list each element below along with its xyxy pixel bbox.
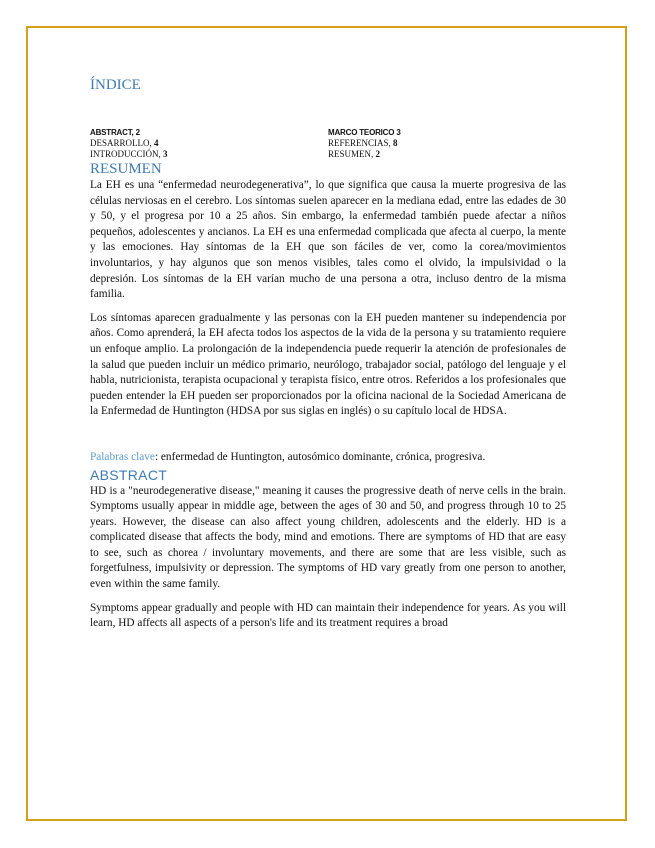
keywords-line xyxy=(90,450,566,466)
toc-entry-label: MARCO TEORICO xyxy=(328,128,395,137)
keywords-label: Palabras clave xyxy=(90,450,155,463)
toc-entry[interactable] xyxy=(328,127,566,138)
toc-entry[interactable] xyxy=(328,149,566,160)
toc-entry[interactable] xyxy=(90,127,328,138)
toc-right-column xyxy=(328,127,566,160)
resumen-paragraph-1: La EH es una “enfermedad neurodegenerativa”, lo que significa que causa la muerte progresiva de las células nerviosas en el cerebro. Los síntomas suelen aparecer en la mediana edad, entre las edades de 30 y 50, y el progresa por 10 a 25 años. Sin embargo, la enfermedad también puede afectar a niños pequeños, adolescentes y ancianos. La EH es una enfermedad complicada que afecta al cuerpo, la mente y las emociones. Hay síntomas de la EH que son fáciles de ver, como la corea/movimientos involuntarios, y hay algunos que son menos visibles, tales como el olvido, la impulsividad o la depresión. Los síntomas de la EH varían mucho de una persona a otra, incluso dentro de la misma familia. xyxy=(90,179,566,301)
keywords-text: : enfermedad de Huntington, autosómico dominante, crónica, progresiva. xyxy=(154,450,486,463)
toc-entry-page: 4 xyxy=(154,138,159,148)
toc-entry-page: 3 xyxy=(396,128,401,137)
toc-entry-label: RESUMEN, xyxy=(328,149,374,159)
toc-entry-label: DESARROLLO, xyxy=(90,138,152,148)
toc-entry-page: 3 xyxy=(163,149,168,159)
toc-title: ÍNDICE xyxy=(90,77,141,93)
resumen-title: RESUMEN xyxy=(90,161,162,177)
toc-entry[interactable] xyxy=(90,149,328,160)
toc-entry[interactable] xyxy=(90,138,328,149)
toc-entry-label: ABSTRACT, xyxy=(90,128,134,137)
toc-left-column xyxy=(90,127,328,160)
toc-entry-label: INTRODUCCIÓN, xyxy=(90,149,161,159)
abstract-title: ABSTRACT xyxy=(90,466,168,483)
toc-entry-page: 2 xyxy=(135,128,140,137)
toc-entry-page: 2 xyxy=(375,149,381,159)
abstract-paragraph-1: HD is a "neurodegenerative disease," meaning it causes the progressive death of nerve cells in the brain. Symptoms usually appear in middle age, between the ages of 30 and 50, and progress through 10 to 25 years. However, the disease can also affect young children, adolescents and the elderly. HD is a complicated disease that affects the body, mind and emotions. There are symptoms of HD that are easy to see, such as chorea / involuntary movements, and there are some that are less visible, such as forgetfulness, impulsivity or depression. The symptoms of HD vary greatly from one person to another, even within the same family. xyxy=(90,484,566,591)
resumen-paragraph-2: Los síntomas aparecen gradualmente y las personas con la EH pueden mantener su independencia por años. Como aprenderá, la EH afecta todos los aspectos de la vida de la persona y su tratamiento requiere un enfoque amplio. La prolongación de la independencia puede requerir la atención de profesionales de la salud que pueden incluir un médico primario, neurólogo, trabajador social, patólogo del lenguaje y el habla, nutricionista, terapista ocupacional y terapista físico, entre otros. Referidos a los profesionales que pueden entender la EH pueden ser proporcionados por la oficina nacional de la Sociedad Americana de la Enfermedad de Huntington (HDSA por sus siglas en inglés) o su capítulo local de HDSA. xyxy=(90,311,566,418)
document-body xyxy=(90,76,566,632)
toc-entry-label: REFERENCIAS, xyxy=(328,138,391,148)
toc-entry[interactable] xyxy=(328,138,566,149)
abstract-paragraph-2: Symptoms appear gradually and people with HD can maintain their independence for years. As you will learn, HD affects all aspects of a person's life and its treatment requires a broad xyxy=(90,601,566,630)
table-of-contents xyxy=(90,127,566,160)
toc-entry-page: 8 xyxy=(393,138,398,148)
